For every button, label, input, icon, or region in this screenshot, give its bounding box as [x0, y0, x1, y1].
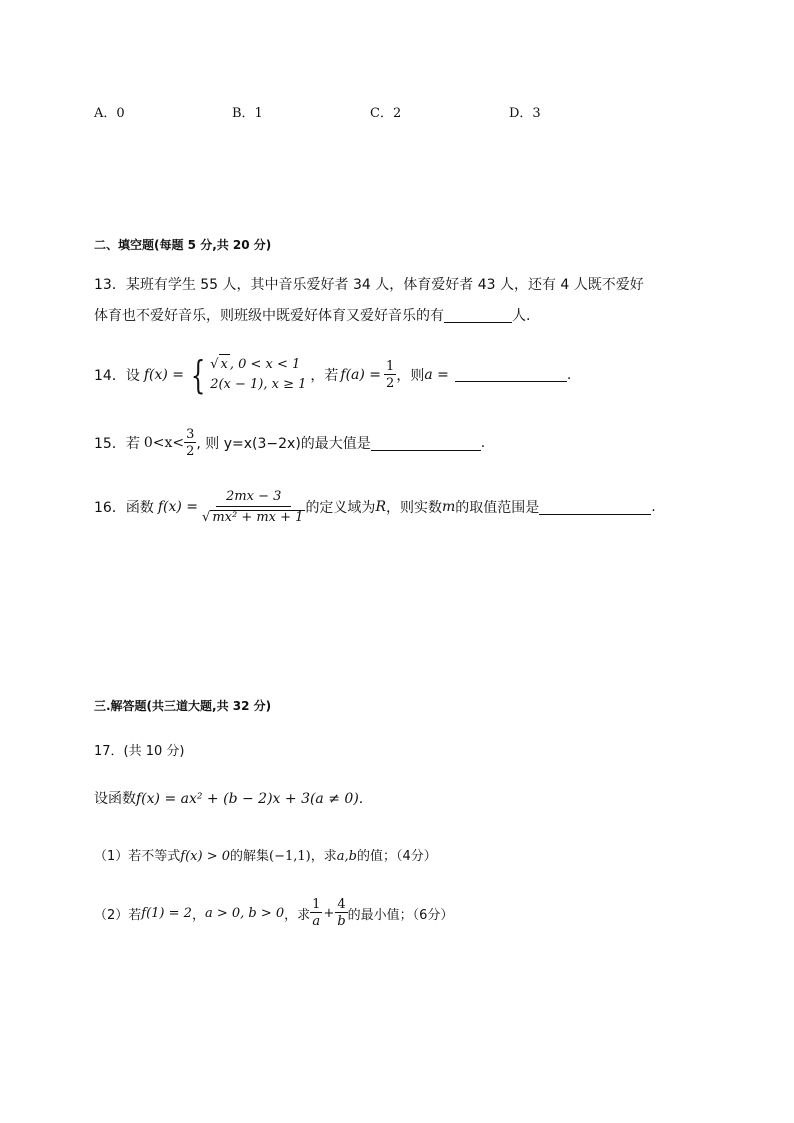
section-3-heading: 三.解答题(共三道大题,共 32 分): [94, 699, 272, 713]
q17-p1-text-d: 的值；（4分）: [356, 849, 437, 864]
q17-p2-text-a: （2）若: [94, 907, 142, 923]
q14-case2: 2(x − 1), x ≥ 1: [210, 377, 307, 392]
q17-p1-set: (−1,1): [269, 849, 311, 864]
q14-end: .: [566, 366, 572, 383]
q17-part2: [94, 898, 453, 928]
q16-fx: f(x) =: [157, 499, 199, 515]
q15: [94, 428, 485, 458]
q17-definition: [94, 788, 363, 808]
q13-line2: [94, 305, 530, 325]
q16-R: R: [375, 499, 386, 515]
q14-fx: f(x) =: [143, 366, 185, 383]
q15-rest: , 则 y=x(3−2x)的最大值是: [196, 436, 371, 452]
q14-cond-a: ，若: [310, 367, 339, 384]
q15-frac-den: 2: [186, 444, 195, 459]
q16-end: .: [651, 499, 656, 515]
q13-text: 体育也不爱好音乐，则班级中既爱好体育又爱好音乐的有: [94, 308, 444, 324]
q13-line1: 13．某班有学生 55 人，其中音乐爱好者 34 人，体育爱好者 43 人，还有 4 人既不爱好: [94, 277, 644, 293]
q14-cond-b: ，则: [396, 367, 425, 384]
q17-p2-frac1-num: 1: [312, 897, 321, 912]
q17-p2-plus: +: [323, 905, 335, 921]
q17-p2-expr: f(1) = 2: [141, 905, 192, 921]
q17-p1-text-b: 的解集: [230, 849, 270, 864]
q17-p2-text-d: 的最小值；（6分）: [347, 907, 454, 923]
q16-frac-den: √ mx² + mx + 1: [202, 510, 304, 525]
q17-p2-cond: a > 0, b > 0: [204, 905, 285, 921]
q17-title: 17．(共 10 分): [94, 744, 185, 759]
q14-brace: {: [190, 352, 206, 397]
q15-frac-num: 3: [186, 427, 195, 442]
q16: [94, 490, 656, 524]
q14-case1-cond: , 0 < x < 1: [229, 357, 301, 372]
q14-fraction: [384, 360, 396, 390]
q17-p2-frac2-den: b: [337, 914, 346, 929]
q16-answer-blank[interactable]: [539, 500, 651, 515]
q13-answer-blank[interactable]: [444, 308, 512, 323]
q17-p1-text-c: ，求: [310, 849, 337, 864]
q14-frac-den: 2: [386, 375, 395, 391]
q17-p1-expr: f(x) > 0: [180, 849, 230, 864]
option-b: B．1: [232, 106, 263, 121]
q14-fa: f(a) =: [340, 366, 382, 383]
section-2-heading: 二、填空题(每题 5 分,共 20 分): [94, 238, 272, 252]
q16-number: 16．函数: [94, 500, 154, 516]
q16-radicand: mx² + mx + 1: [212, 510, 304, 525]
q17-p2-text-c: ，求: [284, 907, 311, 923]
q17-def-text: 设函数: [94, 791, 136, 807]
q14-frac-num: 1: [386, 358, 395, 374]
q17-p1-vars: a,b: [336, 849, 357, 864]
q15-fraction: [184, 428, 196, 458]
q17-p2-frac2-num: 4: [337, 897, 346, 912]
q17-part1: [94, 845, 437, 864]
q16-rest-b: ，则实数: [385, 500, 442, 516]
q14-answer-blank[interactable]: [455, 367, 567, 382]
q14-case1: √ x , 0 < x < 1: [210, 354, 306, 375]
q15-number: 15．若: [94, 436, 140, 452]
q14-number: 14．设: [94, 367, 140, 384]
q15-ineq: 0<x<: [143, 435, 185, 451]
q17-p2-frac2: [335, 898, 347, 928]
q13-unit: 人.: [512, 308, 531, 324]
q17-p2-frac1: [310, 898, 322, 928]
q16-rest-a: 的定义域为: [305, 500, 376, 516]
q14: [94, 354, 571, 395]
option-d: D．3: [509, 106, 541, 121]
q17-def-expr: f(x) = ax² + (b − 2)x + 3(a ≠ 0).: [136, 791, 364, 807]
q14-case1-radicand: x: [219, 354, 230, 375]
q15-answer-blank[interactable]: [371, 436, 481, 451]
q15-end: .: [480, 435, 486, 451]
q16-rest-c: 的取值范围是: [455, 500, 540, 516]
q14-piecewise: [210, 354, 306, 395]
option-a: A．0: [94, 106, 125, 121]
q14-a-eq: a =: [424, 366, 449, 383]
q17-p2-text-b: ，: [191, 907, 205, 923]
q16-fraction: [202, 490, 305, 524]
q16-frac-num: 2mx − 3: [216, 490, 291, 507]
option-c: C．2: [370, 106, 402, 121]
q17-p1-text-a: （1）若不等式: [94, 849, 181, 864]
q17-p2-frac1-den: a: [312, 914, 321, 929]
q16-m: m: [441, 499, 456, 515]
